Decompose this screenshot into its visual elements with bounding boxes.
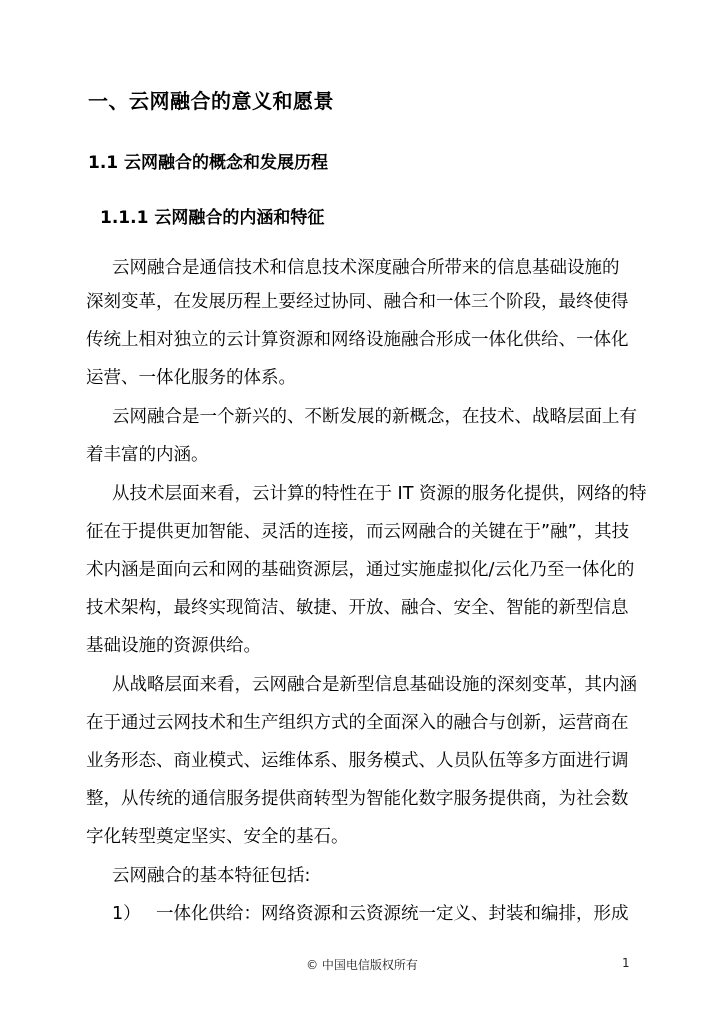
paragraph-line: 字化转型奠定坚实、安全的基石。 bbox=[86, 827, 349, 847]
list-item-number: 1） bbox=[112, 904, 141, 924]
footer-copyright: © 中国电信版权所有 bbox=[306, 958, 418, 972]
paragraph-line: 云网融合的基本特征包括: bbox=[112, 866, 311, 886]
paragraph-line: 深刻变革，在发展历程上要经过协同、融合和一体三个阶段，最终使得 bbox=[86, 292, 629, 312]
heading-level-3: 1.1.1 云网融合的内涵和特征 bbox=[100, 208, 325, 228]
paragraph-line: 术内涵是面向云和网的基础资源层，通过实施虚拟化/云化乃至一体化的 bbox=[86, 560, 635, 580]
list-item-text: 一体化供给：网络资源和云资源统一定义、封装和编排，形成 bbox=[156, 904, 629, 924]
paragraph-line: 云网融合是一个新兴的、不断发展的新概念，在技术、战略层面上有 bbox=[112, 407, 637, 427]
paragraph-line: 征在于提供更加智能、灵活的连接，而云网融合的关键在于”融”，其技 bbox=[86, 522, 630, 542]
paragraph-line: 技术架构，最终实现简洁、敏捷、开放、融合、安全、智能的新型信息 bbox=[86, 598, 629, 618]
heading-level-2: 1.1 云网融合的概念和发展历程 bbox=[88, 153, 329, 173]
paragraph-line: 从技术层面来看，云计算的特性在于 IT 资源的服务化提供，网络的特 bbox=[112, 484, 647, 504]
paragraph-line: 基础设施的资源供给。 bbox=[86, 636, 261, 656]
paragraph-line: 整，从传统的通信服务提供商转型为智能化数字服务提供商，为社会数 bbox=[86, 789, 629, 809]
paragraph-line: 运营、一体化服务的体系。 bbox=[86, 368, 296, 388]
paragraph-line: 从战略层面来看，云网融合是新型信息基础设施的深刻变革，其内涵 bbox=[112, 675, 637, 695]
heading-level-1: 一、云网融合的意义和愿景 bbox=[88, 89, 334, 113]
paragraph-line: 云网融合是通信技术和信息技术深度融合所带来的信息基础设施的 bbox=[112, 258, 620, 278]
paragraph-line: 在于通过云网技术和生产组织方式的全面深入的融合与创新，运营商在 bbox=[86, 713, 629, 733]
paragraph-line: 着丰富的内涵。 bbox=[86, 445, 209, 465]
page-number: 1 bbox=[622, 956, 630, 970]
list-item bbox=[112, 902, 629, 926]
paragraph-line: 传统上相对独立的云计算资源和网络设施融合形成一体化供给、一体化 bbox=[86, 330, 629, 350]
paragraph-line: 业务形态、商业模式、运维体系、服务模式、人员队伍等多方面进行调 bbox=[86, 751, 629, 771]
